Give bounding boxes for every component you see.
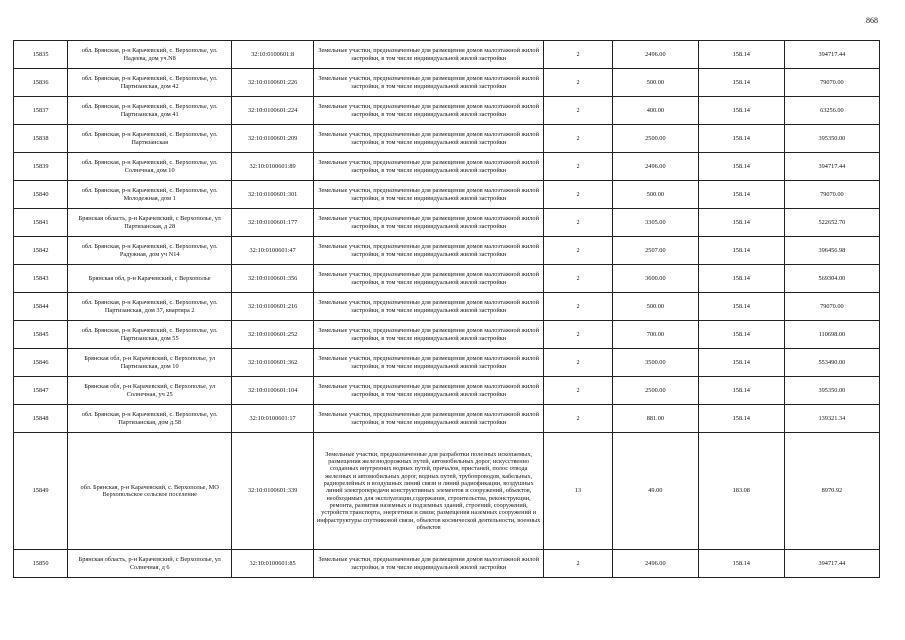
row-number: 15847 <box>14 377 68 405</box>
cadastral-number-cell: 32:10:0100601:226 <box>232 69 314 97</box>
table-row <box>14 209 880 237</box>
permitted-use-cell: Земельные участки, предназначенные для размещения домов малоэтажной жилой застройки, в том числе индивидуальной жилой застройки <box>314 125 544 153</box>
permitted-use-cell: Земельные участки, предназначенные для размещения домов малоэтажной жилой застройки, в том числе индивидуальной жилой застройки <box>314 377 544 405</box>
rate-cell: 158.14 <box>698 265 784 293</box>
permitted-use-cell: Земельные участки, предназначенные для размещения домов малоэтажной жилой застройки, в том числе индивидуальной жилой застройки <box>314 293 544 321</box>
category-cell: 2 <box>544 377 613 405</box>
area-cell: 3600.00 <box>612 265 698 293</box>
rate-cell: 158.14 <box>698 41 784 69</box>
row-number: 15850 <box>14 550 68 578</box>
rate-cell: 158.14 <box>698 293 784 321</box>
rate-cell: 158.14 <box>698 209 784 237</box>
category-cell: 2 <box>544 321 613 349</box>
permitted-use-cell: Земельные участки, предназначенные для разработки полезных ископаемых, размещения железнодорожных путей, автомобильных дорог, искусственно созданных внутренних водных путей, причалов, пристаней, полос отвода железных и автомобильных дорог, водных путей, трубопроводов, кабельных, радиорелейных и воздушных линий связи и линий радиофикации, воздушных линий электропередачи конструктивных элементов и сооружений, объектов, необходимых для эксплуатации,содержания, строительства, реконструкции, ремонта, развития наземных и подземных зданий, строений, сооружений, устройств транспорта, энергетики и связи; размещения наземных сооружений и инфраструктуры спутниковой связи, объектов космической деятельности, военных объектов <box>314 433 544 550</box>
cadastral-value-cell: 395350.00 <box>784 377 879 405</box>
category-cell: 2 <box>544 293 613 321</box>
cadastral-number-cell: 32:10:0100601:209 <box>232 125 314 153</box>
address-cell: Брянская область, р-н Карачевский, с Верхополье, ул Солнечная, д 6 <box>68 550 232 578</box>
rate-cell: 158.14 <box>698 153 784 181</box>
rate-cell: 158.14 <box>698 97 784 125</box>
category-cell: 2 <box>544 237 613 265</box>
cadastral-value-cell: 553490.00 <box>784 349 879 377</box>
cadastral-number-cell: 32:10:0100601:362 <box>232 349 314 377</box>
rate-cell: 158.14 <box>698 405 784 433</box>
row-number: 15842 <box>14 237 68 265</box>
area-cell: 500.00 <box>612 293 698 321</box>
address-cell: Брянская обл, р-н Карачевский, с Верхополье, ул Солнечная, уч 25 <box>68 377 232 405</box>
table-row <box>14 550 880 578</box>
address-cell: Брянская область, р-н Карачевский, с Верхополье, ул Партизанская, д 28 <box>68 209 232 237</box>
area-cell: 500.00 <box>612 69 698 97</box>
area-cell: 3305.00 <box>612 209 698 237</box>
cadastral-number-cell: 32:10:0100601:339 <box>232 433 314 550</box>
area-cell: 2500.00 <box>612 125 698 153</box>
address-cell: обл. Брянская, р-н Карачевский, с. Верхополье, МО Верхопольское сельское поселение <box>68 433 232 550</box>
table-row <box>14 405 880 433</box>
cadastral-number-cell: 32:10:0100601:47 <box>232 237 314 265</box>
table-row <box>14 321 880 349</box>
table-row <box>14 41 880 69</box>
rate-cell: 158.14 <box>698 321 784 349</box>
row-number: 15840 <box>14 181 68 209</box>
cadastral-value-cell: 8970.92 <box>784 433 879 550</box>
rate-cell: 158.14 <box>698 550 784 578</box>
address-cell: Брянская обл, р-н Карачевский, с Верхополье, ул Партизанская, дом 10 <box>68 349 232 377</box>
permitted-use-cell: Земельные участки, предназначенные для размещения домов малоэтажной жилой застройки, в том числе индивидуальной жилой застройки <box>314 237 544 265</box>
permitted-use-cell: Земельные участки, предназначенные для размещения домов малоэтажной жилой застройки, в том числе индивидуальной жилой застройки <box>314 97 544 125</box>
address-cell: обл. Брянская, р-н Карачевский, с. Верхополье, ул. Молодежная, дом 1 <box>68 181 232 209</box>
address-cell: Брянская обл, р-н Карачевский, с Верхополье <box>68 265 232 293</box>
address-cell: обл. Брянская, р-н Карачевский, с. Верхополье, ул. Партизанская, дом д.58 <box>68 405 232 433</box>
category-cell: 2 <box>544 349 613 377</box>
category-cell: 2 <box>544 181 613 209</box>
row-number: 15839 <box>14 153 68 181</box>
rate-cell: 183.08 <box>698 433 784 550</box>
cadastral-number-cell: 32:10:0100601:252 <box>232 321 314 349</box>
address-cell: обл. Брянская, р-н Карачевский, с. Верхополье, ул. Надеева, дом уч.N8 <box>68 41 232 69</box>
address-cell: обл. Брянская, р-н Карачевский, с. Верхополье, ул. Партизанская, дом 41 <box>68 97 232 125</box>
area-cell: 400.00 <box>612 97 698 125</box>
permitted-use-cell: Земельные участки, предназначенные для размещения домов малоэтажной жилой застройки, в том числе индивидуальной жилой застройки <box>314 181 544 209</box>
row-number: 15841 <box>14 209 68 237</box>
cadastral-value-cell: 79070.00 <box>784 69 879 97</box>
row-number: 15848 <box>14 405 68 433</box>
address-cell: обл. Брянская, р-н Карачевский, с. Верхополье, ул. Партизанская, дом 37, квартира 2 <box>68 293 232 321</box>
rate-cell: 158.14 <box>698 181 784 209</box>
row-number: 15846 <box>14 349 68 377</box>
table-row <box>14 237 880 265</box>
rate-cell: 158.14 <box>698 377 784 405</box>
cadastral-value-cell: 139321.34 <box>784 405 879 433</box>
permitted-use-cell: Земельные участки, предназначенные для размещения домов малоэтажной жилой застройки, в том числе индивидуальной жилой застройки <box>314 41 544 69</box>
cadastral-number-cell: 32:10:0100601:301 <box>232 181 314 209</box>
rate-cell: 158.14 <box>698 349 784 377</box>
permitted-use-cell: Земельные участки, предназначенные для размещения домов малоэтажной жилой застройки, в том числе индивидуальной жилой застройки <box>314 209 544 237</box>
table-row <box>14 293 880 321</box>
cadastral-value-cell: 394717.44 <box>784 550 879 578</box>
area-cell: 700.00 <box>612 321 698 349</box>
cadastral-number-cell: 32:10:0100601:177 <box>232 209 314 237</box>
cadastral-number-cell: 32:10:0100601:17 <box>232 405 314 433</box>
cadastral-value-table <box>13 40 880 578</box>
row-number: 15844 <box>14 293 68 321</box>
row-number: 15835 <box>14 41 68 69</box>
category-cell: 13 <box>544 433 613 550</box>
table-row <box>14 349 880 377</box>
permitted-use-cell: Земельные участки, предназначенные для размещения домов малоэтажной жилой застройки, в том числе индивидуальной жилой застройки <box>314 405 544 433</box>
row-number: 15845 <box>14 321 68 349</box>
cadastral-value-cell: 395350.00 <box>784 125 879 153</box>
table-row <box>14 69 880 97</box>
cadastral-value-cell: 522652.70 <box>784 209 879 237</box>
address-cell: обл. Брянская, р-н Карачевский, с. Верхополье, ул. Партизанская, дом 42 <box>68 69 232 97</box>
area-cell: 500.00 <box>612 181 698 209</box>
table-row <box>14 153 880 181</box>
cadastral-number-cell: 32:10:0100601:89 <box>232 153 314 181</box>
table-row <box>14 97 880 125</box>
cadastral-value-cell: 79070.00 <box>784 293 879 321</box>
category-cell: 2 <box>544 153 613 181</box>
area-cell: 2496.00 <box>612 153 698 181</box>
area-cell: 2496.00 <box>612 41 698 69</box>
category-cell: 2 <box>544 209 613 237</box>
table-row <box>14 377 880 405</box>
page-number: 868 <box>866 16 878 25</box>
rate-cell: 158.14 <box>698 69 784 97</box>
permitted-use-cell: Земельные участки, предназначенные для размещения домов малоэтажной жилой застройки, в том числе индивидуальной жилой застройки <box>314 550 544 578</box>
address-cell: обл. Брянская, р-н Карачевский, с. Верхополье, ул. Радужная, дом уч N14 <box>68 237 232 265</box>
area-cell: 2500.00 <box>612 377 698 405</box>
table-row <box>14 265 880 293</box>
permitted-use-cell: Земельные участки, предназначенные для размещения домов малоэтажной жилой застройки, в том числе индивидуальной жилой застройки <box>314 349 544 377</box>
cadastral-value-cell: 394717.44 <box>784 153 879 181</box>
row-number: 15849 <box>14 433 68 550</box>
table-row <box>14 181 880 209</box>
cadastral-number-cell: 32:10:0100601:356 <box>232 265 314 293</box>
cadastral-number-cell: 32:10:0100601:224 <box>232 97 314 125</box>
cadastral-number-cell: 32:10:0100601:8 <box>232 41 314 69</box>
address-cell: обл. Брянская, р-н Карачевский, с. Верхополье, ул. Партизанская <box>68 125 232 153</box>
permitted-use-cell: Земельные участки, предназначенные для размещения домов малоэтажной жилой застройки, в том числе индивидуальной жилой застройки <box>314 69 544 97</box>
area-cell: 881.00 <box>612 405 698 433</box>
category-cell: 2 <box>544 550 613 578</box>
category-cell: 2 <box>544 41 613 69</box>
row-number: 15836 <box>14 69 68 97</box>
cadastral-value-cell: 396456.98 <box>784 237 879 265</box>
cadastral-value-cell: 110698.00 <box>784 321 879 349</box>
cadastral-value-cell: 394717.44 <box>784 41 879 69</box>
table-body <box>14 41 880 578</box>
row-number: 15838 <box>14 125 68 153</box>
rate-cell: 158.14 <box>698 125 784 153</box>
permitted-use-cell: Земельные участки, предназначенные для размещения домов малоэтажной жилой застройки, в том числе индивидуальной жилой застройки <box>314 321 544 349</box>
area-cell: 49.00 <box>612 433 698 550</box>
row-number: 15843 <box>14 265 68 293</box>
cadastral-value-cell: 63256.00 <box>784 97 879 125</box>
category-cell: 2 <box>544 97 613 125</box>
permitted-use-cell: Земельные участки, предназначенные для размещения домов малоэтажной жилой застройки, в том числе индивидуальной жилой застройки <box>314 153 544 181</box>
category-cell: 2 <box>544 69 613 97</box>
permitted-use-cell: Земельные участки, предназначенные для размещения домов малоэтажной жилой застройки, в том числе индивидуальной жилой застройки <box>314 265 544 293</box>
cadastral-number-cell: 32:10:0100601:104 <box>232 377 314 405</box>
cadastral-value-cell: 569304.00 <box>784 265 879 293</box>
category-cell: 2 <box>544 405 613 433</box>
area-cell: 2496.00 <box>612 550 698 578</box>
category-cell: 2 <box>544 125 613 153</box>
cadastral-number-cell: 32:10:0100601:85 <box>232 550 314 578</box>
category-cell: 2 <box>544 265 613 293</box>
cadastral-value-cell: 79070.00 <box>784 181 879 209</box>
address-cell: обл. Брянская, р-н Карачевский, с. Верхополье, ул. Партизанская, дом 55 <box>68 321 232 349</box>
area-cell: 3500.00 <box>612 349 698 377</box>
row-number: 15837 <box>14 97 68 125</box>
cadastral-number-cell: 32:10:0100601:216 <box>232 293 314 321</box>
area-cell: 2507.00 <box>612 237 698 265</box>
rate-cell: 158.14 <box>698 237 784 265</box>
table-row <box>14 433 880 550</box>
table-row <box>14 125 880 153</box>
address-cell: обл. Брянская, р-н Карачевский, с. Верхополье, ул. Солнечная, дом 10 <box>68 153 232 181</box>
